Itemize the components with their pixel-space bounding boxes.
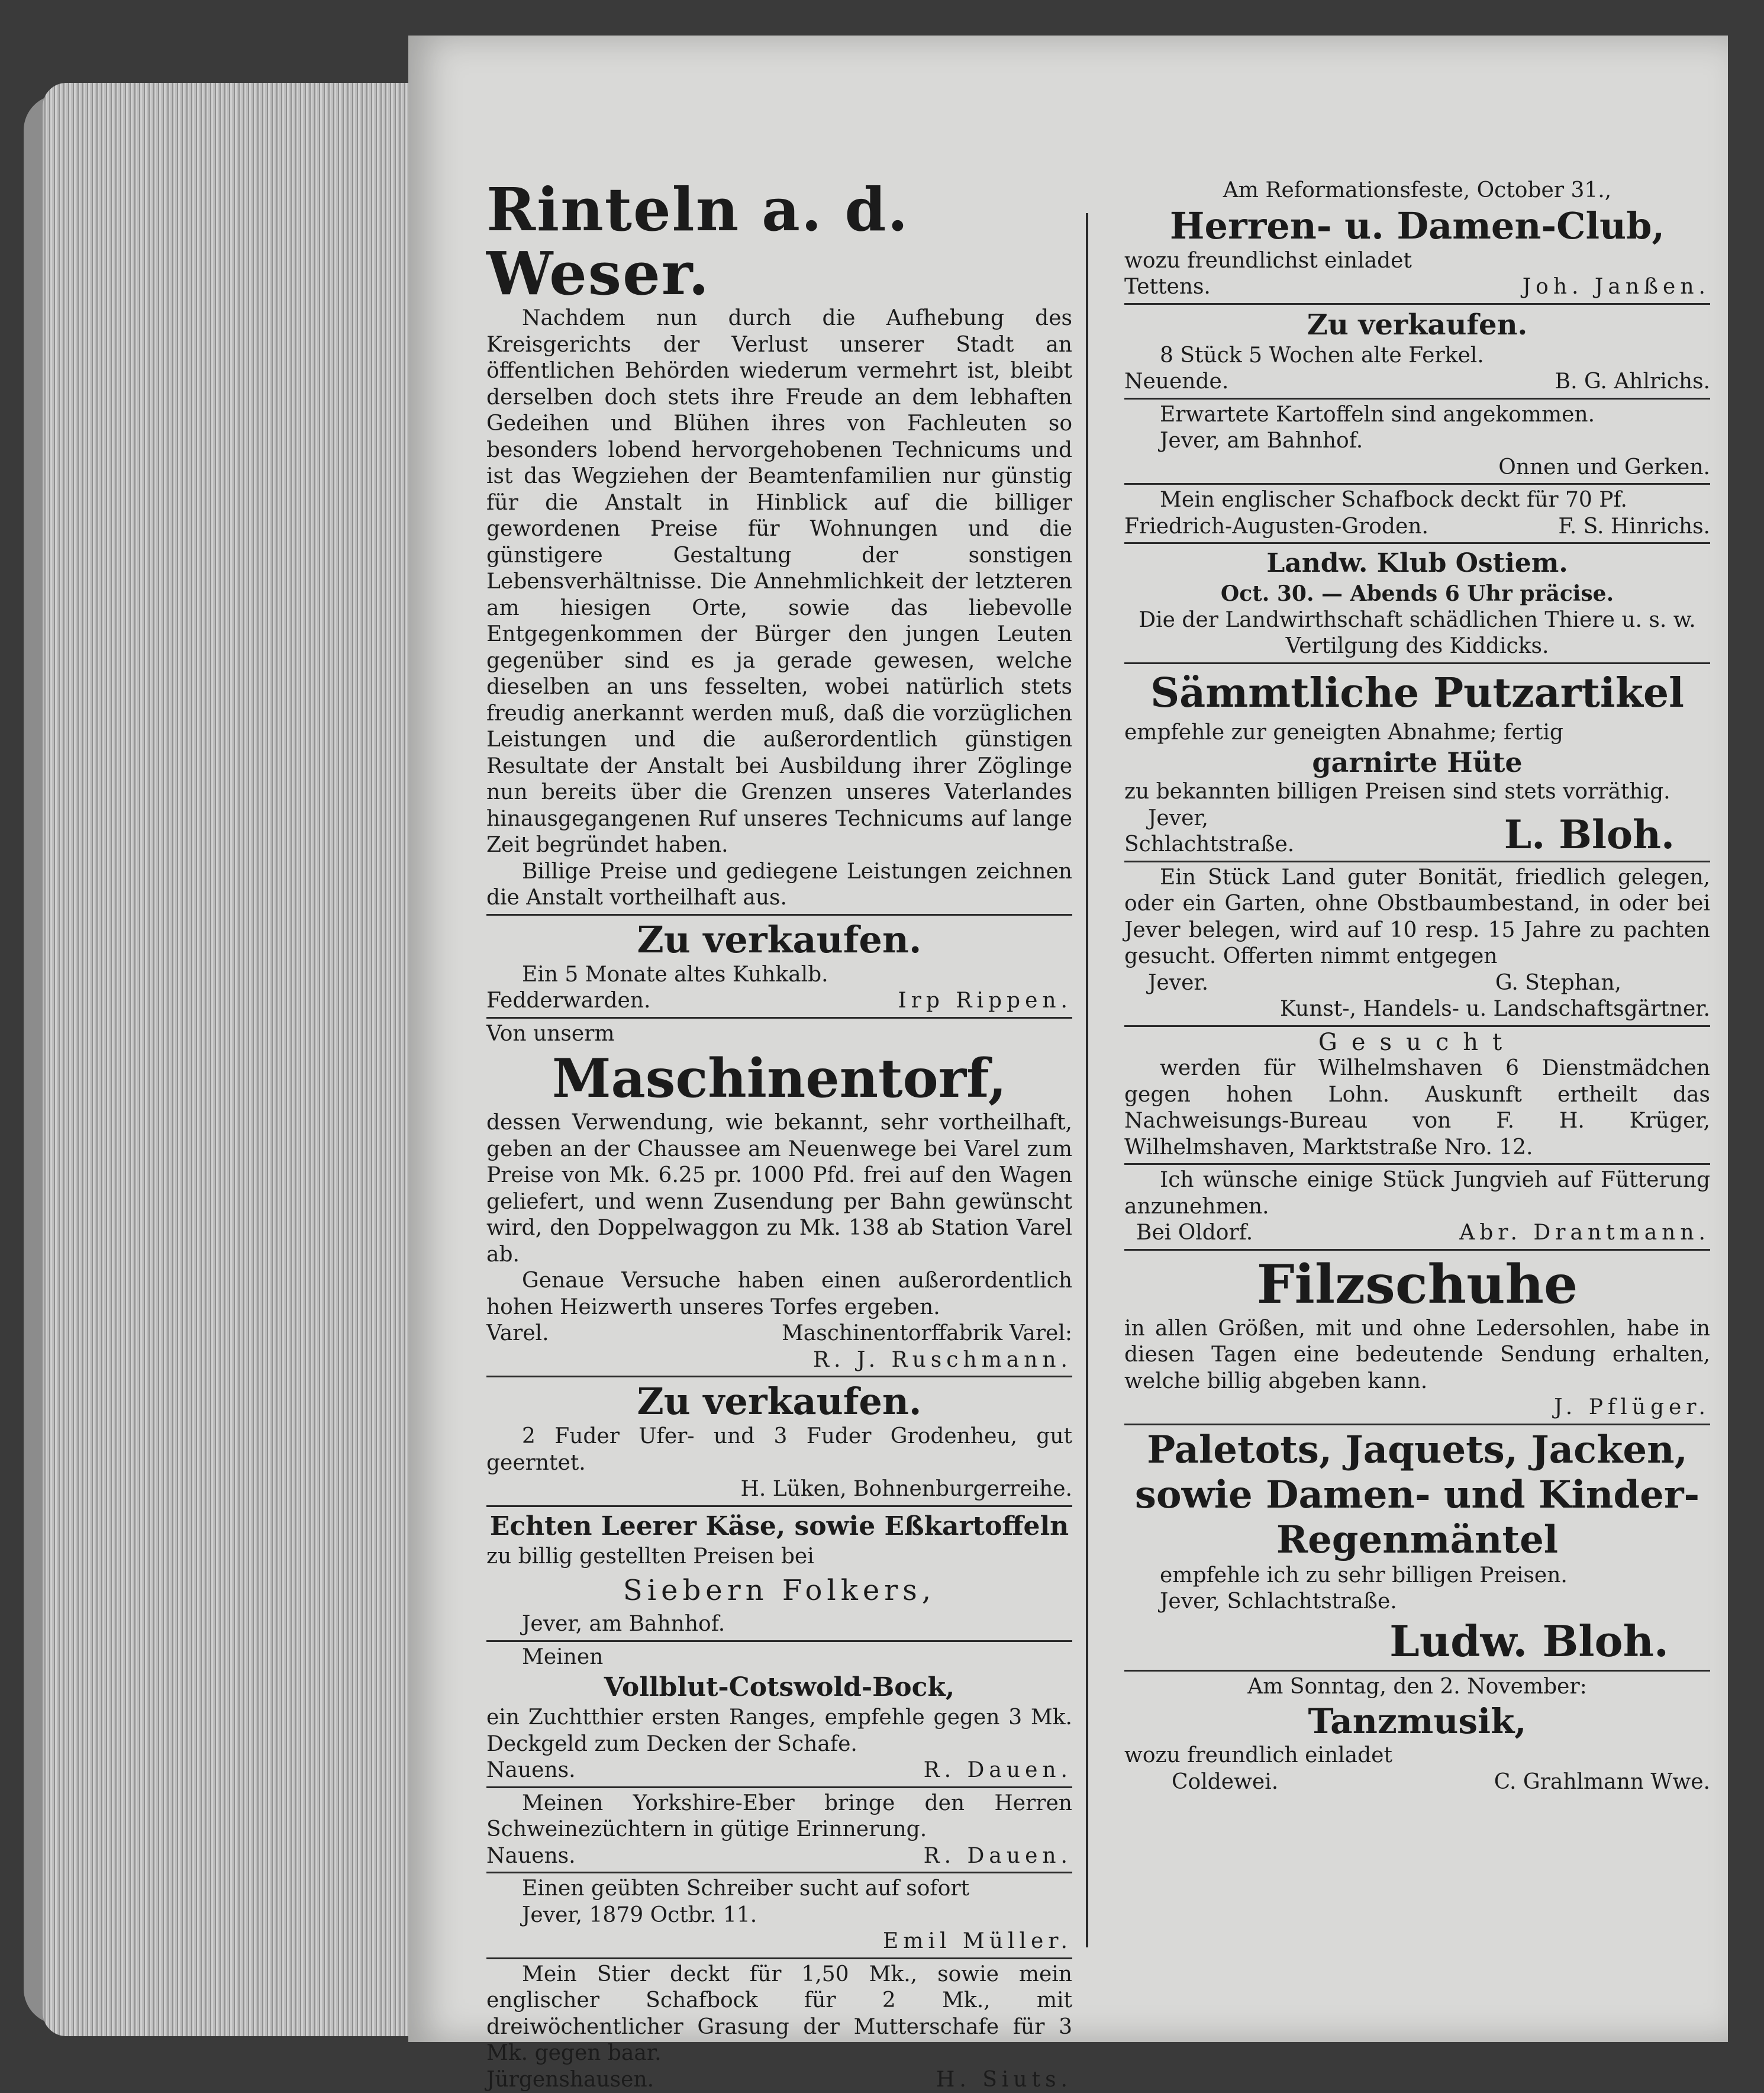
ad-signature: Joh. Janßen. [1523,274,1710,301]
ad-place: Jever, am Bahnhof. [1124,428,1710,455]
ad-heading: Maschinentorf, [486,1047,1072,1110]
ad-body: Ein 5 Monate altes Kuhkalb. [486,962,1072,988]
ad-signature: Onnen und Gerken. [1124,455,1710,481]
ad-body: Genaue Versuche haben einen außerordentlich hohen Heizwerth unseres Torfes ergeben. [486,1268,1072,1321]
ad-signature: Irp Rippen. [898,988,1072,1015]
ad-body: Ein Stück Land guter Bonität, friedlich gelegen, oder ein Garten, ohne Obstbaumbestand, in oder bei Jever belegen, wird auf 10 resp. 15 Jahre zu pachten gesucht. Offerten nimmt entgegen [1124,865,1710,970]
ad-body: 2 Fuder Ufer- und 3 Fuder Grodenheu, gut geerntet. [486,1424,1072,1476]
ad-signature-title: Kunst-, Handels- u. Landschaftsgärtner. [1124,996,1710,1023]
ad-title: Rinteln a. d. Weser. [486,178,1072,305]
ad-signature: C. Grahlmann Wwe. [1494,1769,1710,1796]
divider [486,914,1072,916]
ad-body: Ich wünsche einige Stück Jungvieh auf Fütterung anzunehmen. [1124,1167,1710,1220]
right-column [1124,178,1710,1795]
ad-signature: B. G. Ahlrichs. [1555,369,1710,395]
ad-place: Friedrich-Augusten-Groden. [1124,514,1428,540]
ad-heading: Paletots, Jaquets, Jacken, [1124,1428,1710,1473]
ad-date: Jever, 1879 Octbr. 11. [486,1902,1072,1929]
ad-intro: Von unserm [486,1021,1072,1048]
newspaper-page [408,36,1728,2042]
ad-land [1124,865,1710,1023]
ad-signature: Abr. Drantmann. [1459,1220,1710,1247]
ad-signature: R. J. Ruschmann. [486,1347,1072,1374]
ad-body: wozu freundlichst einladet [1124,248,1710,275]
ad-place: Jever. [1124,970,1208,997]
ad-signature: H. Siuts. [936,2067,1072,2093]
ad-bock [486,1644,1072,1784]
ad-body: Die der Landwirthschaft schädlichen Thiere u. s. w. Vertilgung des Kiddicks. [1124,607,1710,660]
divider [1124,398,1710,400]
ad-rinteln [486,178,1072,912]
page-edges [43,83,409,2036]
ad-body: werden für Wilhelmshaven 6 Dienstmädchen gegen hohen Lohn. Auskunft ertheilt das Nachweisungs-Bureau von F. H. Krüger, Wilhelmshaven, Marktstraße Nro. 12. [1124,1055,1710,1161]
ad-signature: J. Pflüger. [1124,1395,1710,1421]
ad-club [1124,178,1710,301]
ad-signature: R. Dauen. [924,1757,1072,1784]
ad-kartoffeln [1124,402,1710,481]
ad-subheading: garnirte Hüte [1124,746,1710,779]
ad-stier [486,1962,1072,2093]
divider [486,1376,1072,1377]
ad-body: wozu freundlich einladet [1124,1743,1710,1769]
ad-place: Nauens. [486,1843,576,1870]
ad-signature: Siebern Folkers, [486,1570,1072,1611]
ad-putzartikel [1124,666,1710,858]
ad-tanzmusik [1124,1674,1710,1796]
ad-grodenheu [486,1380,1072,1503]
ad-place: Jever, am Bahnhof. [486,1611,1072,1638]
column-rule [1086,213,1088,1947]
ad-signature: Emil Müller. [486,1928,1072,1955]
ad-eber [486,1791,1072,1870]
ad-signature: G. Stephan, [1495,970,1710,997]
divider [486,1505,1072,1507]
divider [1124,1670,1710,1672]
ad-place: Jürgenshausen. [486,2067,654,2093]
divider [1124,1163,1710,1165]
divider [486,1640,1072,1642]
ad-place: Varel. [486,1321,549,1347]
divider [1124,1249,1710,1251]
ad-place: Tettens. [1124,274,1211,301]
ad-schreiber [486,1876,1072,1955]
ad-heading: Tanzmusik, [1124,1700,1710,1743]
ad-kaese [486,1509,1072,1638]
ad-heading: Echten Leerer Käse, sowie Eßkartoffeln [486,1509,1072,1544]
ad-date: Oct. 30. — Abends 6 Uhr präcise. [1124,581,1710,607]
ad-body: Einen geübten Schreiber sucht auf sofort [486,1876,1072,1902]
ad-heading: Regenmäntel [1124,1518,1710,1563]
ad-body: zu bekannten billigen Preisen sind stets vorräthig. [1124,779,1710,806]
divider [486,1017,1072,1019]
ad-body: ein Zuchtthier ersten Ranges, empfehle gegen 3 Mk. Deckgeld zum Decken der Schafe. [486,1705,1072,1757]
divider [1124,303,1710,305]
ad-landw-klub [1124,546,1710,660]
ad-filzschuhe [1124,1253,1710,1421]
ad-place: Jever, Schlachtstraße. [1124,1589,1710,1615]
ad-body: dessen Verwendung, wie bekannt, sehr vortheilhaft, geben an der Chaussee am Neuenwege bei Varel zum Preise von Mk. 6.25 pr. 1000 Pfd. frei auf den Wagen geliefert, und wenn Zusendung per Bahn gewünscht wird, den Doppelwaggon zu Mk. 138 ab Station Varel ab. [486,1110,1072,1268]
divider [1124,662,1710,664]
divider [486,1786,1072,1788]
ad-kuhkalb [486,918,1072,1015]
ad-body: 8 Stück 5 Wochen alte Ferkel. [1124,343,1710,369]
ad-heading: Vollblut-Cotswold-Bock, [486,1670,1072,1705]
ad-gesucht [1124,1029,1710,1161]
ad-heading: Zu verkaufen. [1124,307,1710,343]
ad-place: Bei Oldorf. [1124,1220,1253,1247]
ad-heading: sowie Damen- und Kinder- [1124,1473,1710,1518]
ad-signature: H. Lüken, Bohnenburgerreihe. [486,1476,1072,1503]
ad-body: empfehle ich zu sehr billigen Preisen. [1124,1563,1710,1589]
ad-ferkel [1124,307,1710,395]
ad-body: Erwartete Kartoffeln sind angekommen. [1124,402,1710,429]
ad-body: empfehle zur geneigten Abnahme; fertig [1124,720,1710,746]
ad-schafbock [1124,487,1710,540]
ad-signature: Ludw. Bloh. [1124,1615,1710,1667]
ad-heading: Zu verkaufen. [486,1380,1072,1424]
ad-heading: Landw. Klub Ostiem. [1124,546,1710,581]
ad-heading: Gesucht [1124,1029,1710,1056]
ad-place: Jever, [1124,806,1294,832]
left-column [486,178,1072,2093]
divider [1124,483,1710,485]
ad-body: Billige Preise und gediegene Leistungen zeichnen die Anstalt vortheilhaft aus. [486,859,1072,912]
ad-signature: R. Dauen. [924,1843,1072,1870]
divider [1124,542,1710,544]
divider [486,1872,1072,1873]
ad-place: Fedderwarden. [486,988,650,1015]
ad-jungvieh [1124,1167,1710,1247]
ad-body: Mein englischer Schafbock deckt für 70 Pf. [1124,487,1710,514]
ad-body: Meinen Yorkshire-Eber bringe den Herren Schweinezüchtern in gütige Erinnerung. [486,1791,1072,1843]
ad-firm: Maschinentorffabrik Varel: [782,1321,1072,1347]
ad-place: Schlachtstraße. [1124,832,1294,858]
ad-heading: Herren- u. Damen-Club, [1124,204,1710,248]
ad-body: Nachdem nun durch die Aufhebung des Kreisgerichts der Verlust unserer Stadt an öffentlichen Behörden wiederum vermehrt ist, bleibt derselben doch stets ihre Freude an dem lebhaften Gedeihen und Blühen ihres von Fachleuten so besonders lobend hervorgehobenen Technicums und ist das Wegziehen der Beamtenfamilien nur günstig für die Anstalt in Hinblick auf die billiger gewordenen Preise für Wohnungen und die günstigere Gestaltung der sonstigen Lebensverhältnisse. Die Annehmlichkeit der letzteren am hiesigen Orte, sowie das liebevolle Entgegenkommen der Bürger den jungen Leuten gegenüber sind es ja gerade gewesen, welche dieselben an uns fesselten, wobei natürlich stets freudig anerkannt werden muß, daß die vorzüglichen Leistungen und die außerordentlich günstigen Resultate der Anstalt bei Ausbildung ihrer Zöglinge nun bereits über die Grenzen unseres Vaterlandes hinausgegangenen Ruf unseres Technicums auf lange Zeit begründet haben. [486,305,1072,859]
ad-body: Mein Stier deckt für 1,50 Mk., sowie mein englischer Schafbock für 2 Mk., mit dreiwöchentlicher Grasung der Mutterschafe für 3 Mk. gegen baar. [486,1962,1072,2067]
ad-paletots [1124,1428,1710,1667]
ad-heading: Filzschuhe [1124,1253,1710,1316]
ad-body: in allen Größen, mit und ohne Ledersohlen, habe in diesen Tagen eine bedeutende Sendung erhalten, welche billig abgeben kann. [1124,1316,1710,1395]
ad-place: Nauens. [486,1757,576,1784]
ad-maschinentorf [486,1021,1072,1374]
ad-heading: Sämmtliche Putzartikel [1124,666,1710,720]
ad-body: zu billig gestellten Preisen bei [486,1544,1072,1570]
ad-intro: Meinen [486,1644,1072,1671]
ad-intro: Am Sonntag, den 2. November: [1124,1674,1710,1701]
divider [486,1957,1072,1959]
ad-place: Coldewei. [1124,1769,1278,1796]
divider [1124,861,1710,862]
ad-place: Neuende. [1124,369,1228,395]
ad-intro: Am Reformationsfeste, October 31., [1124,178,1710,204]
divider [1124,1025,1710,1027]
divider [1124,1424,1710,1425]
ad-heading: Zu verkaufen. [486,918,1072,962]
ad-signature: L. Bloh. [1504,811,1710,858]
ad-signature: F. S. Hinrichs. [1558,514,1710,540]
